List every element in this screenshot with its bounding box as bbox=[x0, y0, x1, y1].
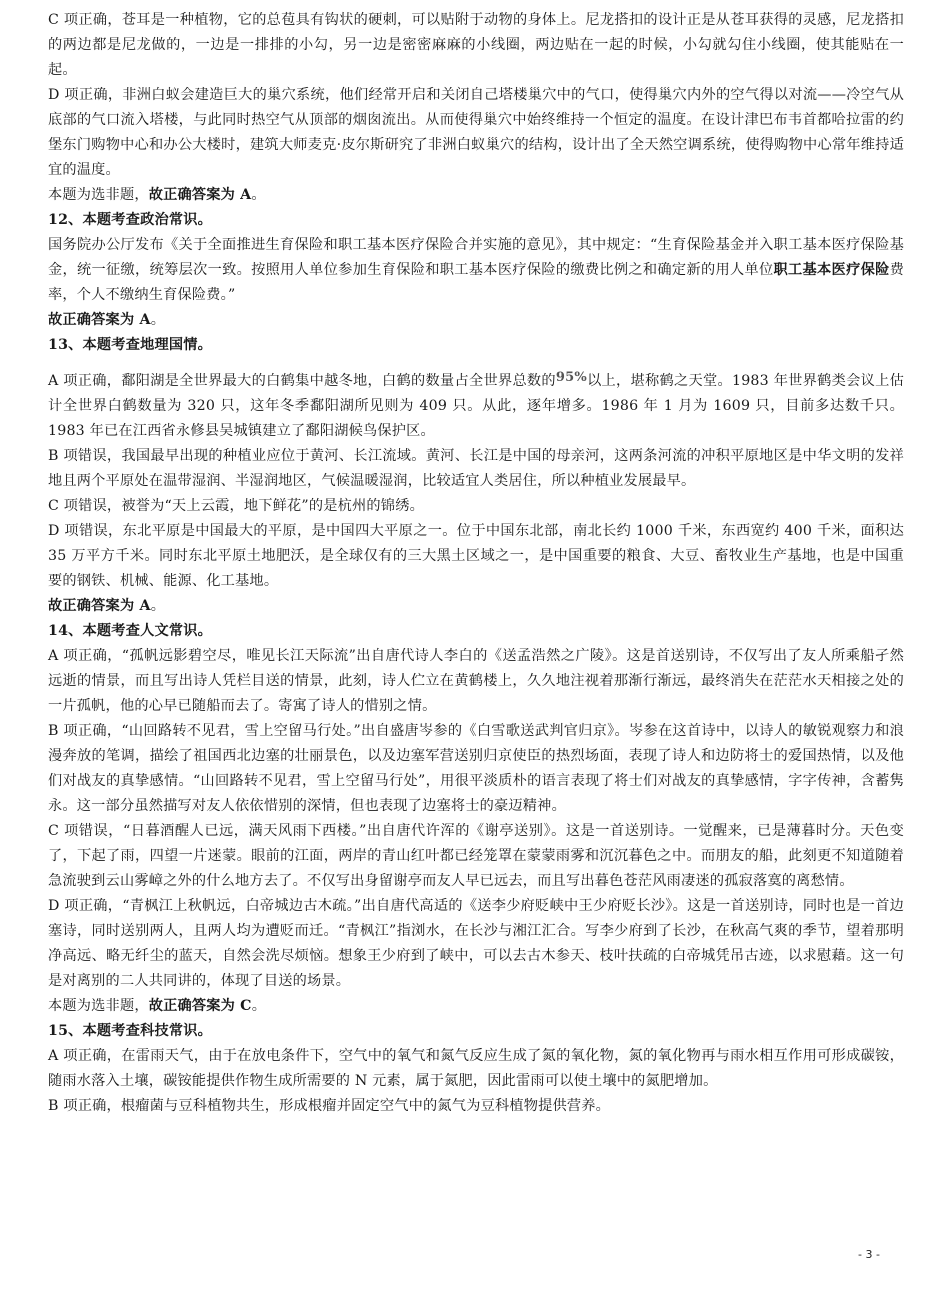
answer-line-11: 本题为选非题，故正确答案为 A。 bbox=[48, 187, 266, 203]
paragraph-q13-c: C 项错误，被誉为“天上云霞，地下鲜花”的是杭州的锦绣。 bbox=[48, 498, 424, 514]
paragraph-q13-d: D 项错误，东北平原是中国最大的平原，是中国四大平原之一。位于中国东北部，南北长约 1000 千米，东西宽约 400 千米，面积达 35 万平方千米。同时东北平原土地肥沃，是全球仅有的三大黑土区域之一，是中国重要的粮食、大豆、畜牧业生产基地，也是中国重要的钢铁、机械、能源、化工基地。 bbox=[48, 523, 904, 589]
percent-figure: 95% bbox=[555, 370, 587, 385]
answer-line-13: 故正确答案为 A。 bbox=[48, 598, 166, 614]
paragraph-q14-b: B 项正确，“山回路转不见君，雪上空留马行处。”出自盛唐岑参的《白雪歌送武判官归京》。岑参在这首诗中，以诗人的敏锐观察力和浪漫奔放的笔调，描绘了祖国西北边塞的壮丽景色，以及边塞军营送别归京使臣的热烈场面，表现了诗人和边防将士的爱国热情，以及他们对战友的真挚感情。“山回路转不见君，雪上空留马行处”，用很平淡质朴的语言表现了将士们对战友的真挚感情，字字传神，含蓄隽永。这一部分虽然描写对友人依依惜别的深情，但也表现了边塞将士的豪迈精神。 bbox=[48, 723, 904, 814]
paragraph-q14-a: A 项正确，“孤帆远影碧空尽，唯见长江天际流”出自唐代诗人李白的《送孟浩然之广陵》。这是首送别诗，不仅写出了友人所乘船孑然远逝的情景，而且写出诗人凭栏目送的情景，此刻，诗人伫立在黄鹤楼上，久久地注视着那渐行渐远，最终消失在茫茫水天相接之处的一片孤帆，他的心早已随船而去了。寄寓了诗人的惜别之情。 bbox=[48, 648, 904, 714]
spacer bbox=[48, 358, 904, 369]
document-page bbox=[48, 8, 904, 1119]
question-13-heading: 13、本题考查地理国情。 bbox=[48, 337, 213, 353]
question-14-heading: 14、本题考查人文常识。 bbox=[48, 623, 213, 639]
paragraph-q13-a: A 项正确，鄱阳湖是全世界最大的白鹤集中越冬地，白鹤的数量占全世界总数的95%以上，堪称鹤之天堂。1983 年世界鹤类会议上估计全世界白鹤数量为 320 只，这年冬季鄱阳湖所见则为 409 只。从此，逐年增多。1986 年 1 月为 1609 只，目前多达数千只。1983 年已在江西省永修县吴城镇建立了鄱阳湖候鸟保护区。 bbox=[48, 370, 904, 439]
paragraph-q14-d: D 项正确，“青枫江上秋帆远，白帝城边古木疏。”出自唐代高适的《送李少府贬峡中王少府贬长沙》。这是一首送别诗，同时也是一首边塞诗，同时送别两人，且两人均为遭贬而迁。“青枫江”指浏水，在长沙与湘江汇合。写李少府到了长沙，在秋高气爽的季节，望着那明净高远、略无纤尘的蓝天，自然会洗尽烦恼。想象王少府到了峡中，可以去古木参天、枝叶扶疏的白帝城凭吊古迹，以求慰藉。这一句是对离别的二人共同讲的，体现了目送的场景。 bbox=[48, 898, 904, 989]
answer-line-14: 本题为选非题，故正确答案为 C。 bbox=[48, 998, 267, 1014]
paragraph-q14-c: C 项错误，“日暮酒醒人已远，满天风雨下西楼。”出自唐代许浑的《谢亭送别》。这是一首送别诗。一觉醒来，已是薄暮时分。天色变了，下起了雨，四望一片迷蒙。眼前的江面，两岸的青山红叶都已经笼罩在蒙蒙雨雾和沉沉暮色之中。而朋友的船，此刻更不知道随着急流驶到云山雾嶂之外的什么地方去了。不仅写出身留谢亭而友人早已远去，而且写出暮色苍茫风雨凄迷的孤寂落寞的离愁情。 bbox=[48, 823, 904, 889]
paragraph-d-termite: D 项正确，非洲白蚁会建造巨大的巢穴系统，他们经常开启和关闭自己塔楼巢穴中的气口，使得巢穴内外的空气得以对流——冷空气从底部的气口流入塔楼，与此同时热空气从顶部的烟囱流出。从而使得巢穴中始终维持一个恒定的温度。在设计津巴布韦首都哈拉雷的约堡东门购物中心和办公大楼时，建筑大师麦克·皮尔斯研究了非洲白蚁巢穴的结构，设计出了全天然空调系统，使得购物中心常年维持适宜的温度。 bbox=[48, 87, 904, 178]
question-15-heading: 15、本题考查科技常识。 bbox=[48, 1023, 213, 1039]
answer-line-12: 故正确答案为 A。 bbox=[48, 312, 166, 328]
paragraph-q12: 国务院办公厅发布《关于全面推进生育保险和职工基本医疗保险合并实施的意见》，其中规定：“生育保险基金并入职工基本医疗保险基金，统一征缴，统筹层次一致。按照用人单位参加生育保险和职工基本医疗保险的缴费比例之和确定新的用人单位职工基本医疗保险费率，个人不缴纳生育保险费。” bbox=[48, 237, 904, 303]
paragraph-c-cocklebur: C 项正确，苍耳是一种植物，它的总苞具有钩状的硬刺，可以贴附于动物的身体上。尼龙搭扣的设计正是从苍耳获得的灵感，尼龙搭扣的两边都是尼龙做的，一边是一排排的小勾，另一边是密密麻麻的小线圈，两边贴在一起的时候，小勾就勾住小线圈，使其能贴在一起。 bbox=[48, 12, 904, 78]
page-number: - 3 - bbox=[858, 1248, 880, 1261]
paragraph-q15-b: B 项正确，根瘤菌与豆科植物共生，形成根瘤并固定空气中的氮气为豆科植物提供营养。 bbox=[48, 1098, 611, 1114]
paragraph-q15-a: A 项正确，在雷雨天气，由于在放电条件下，空气中的氧气和氮气反应生成了氮的氧化物，氮的氧化物再与雨水相互作用可形成碳铵，随雨水落入土壤，碳铵能提供作物生成所需要的 N 元素，属于氮肥，因此雷雨可以使土壤中的氮肥增加。 bbox=[48, 1048, 904, 1089]
question-12-heading: 12、本题考查政治常识。 bbox=[48, 212, 213, 228]
paragraph-q13-b: B 项错误，我国最早出现的种植业应位于黄河、长江流域。黄河、长江是中国的母亲河，这两条河流的冲积平原地区是中华文明的发祥地且两个平原处在温带湿润、半湿润地区，气候温暖湿润，比较适宜人类居住，所以种植业发展最早。 bbox=[48, 448, 904, 489]
